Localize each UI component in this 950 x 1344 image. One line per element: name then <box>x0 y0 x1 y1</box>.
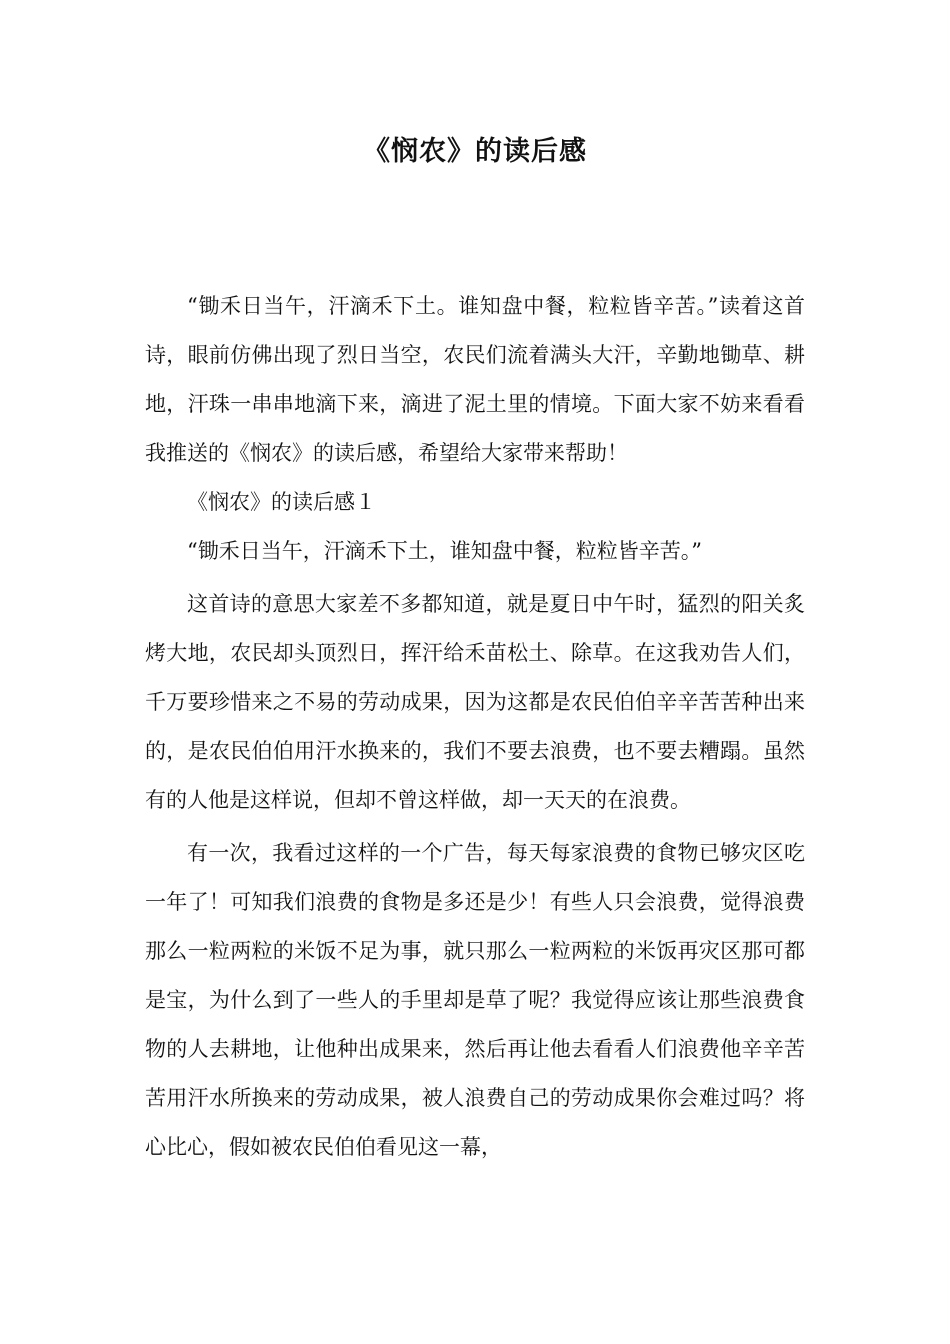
section-heading: 《悯农》的读后感１ <box>187 490 376 514</box>
poem-quote: “锄禾日当午，汗滴禾下土，谁知盘中餐，粒粒皆辛苦。” <box>187 539 702 563</box>
document-title: 《悯农》的读后感 <box>363 136 587 167</box>
body-paragraph-1: 这首诗的意思大家差不多都知道，就是夏日中午时，猛烈的阳关炙烤大地，农民却头顶烈日，挥汗给禾苗松土、除草。在这我劝告人们，千万要珍惜来之不易的劳动成果，因为这都是农民伯伯辛辛苦苦种出来的，是农民伯伯用汗水换来的，我们不要去浪费，也不要去糟蹋。虽然有的人他是这样说，但却不曾这样做，却一天天的在浪费。 <box>145 592 805 812</box>
document-body <box>145 282 805 1172</box>
body-paragraph-2: 有一次，我看过这样的一个广告，每天每家浪费的食物已够灾区吃一年了！可知我们浪费的食物是多还是少！有些人只会浪费，觉得浪费那么一粒两粒的米饭不足为事，就只那么一粒两粒的米饭再灾区那可都是宝，为什么到了一些人的手里却是草了呢？我觉得应该让那些浪费食物的人去耕地，让他种出成果来，然后再让他去看看人们浪费他辛辛苦苦用汗水所换来的劳动成果，被人浪费自己的劳动成果你会难过吗？将心比心，假如被农民伯伯看见这一幕， <box>145 841 805 1159</box>
intro-paragraph: “锄禾日当午，汗滴禾下土。谁知盘中餐，粒粒皆辛苦。”读着这首诗，眼前仿佛出现了烈日当空，农民们流着满头大汗，辛勤地锄草、耕地，汗珠一串串地滴下来，滴进了泥土里的情境。下面大家不妨来看看我推送的《悯农》的读后感，希望给大家带来帮助！ <box>145 294 805 465</box>
